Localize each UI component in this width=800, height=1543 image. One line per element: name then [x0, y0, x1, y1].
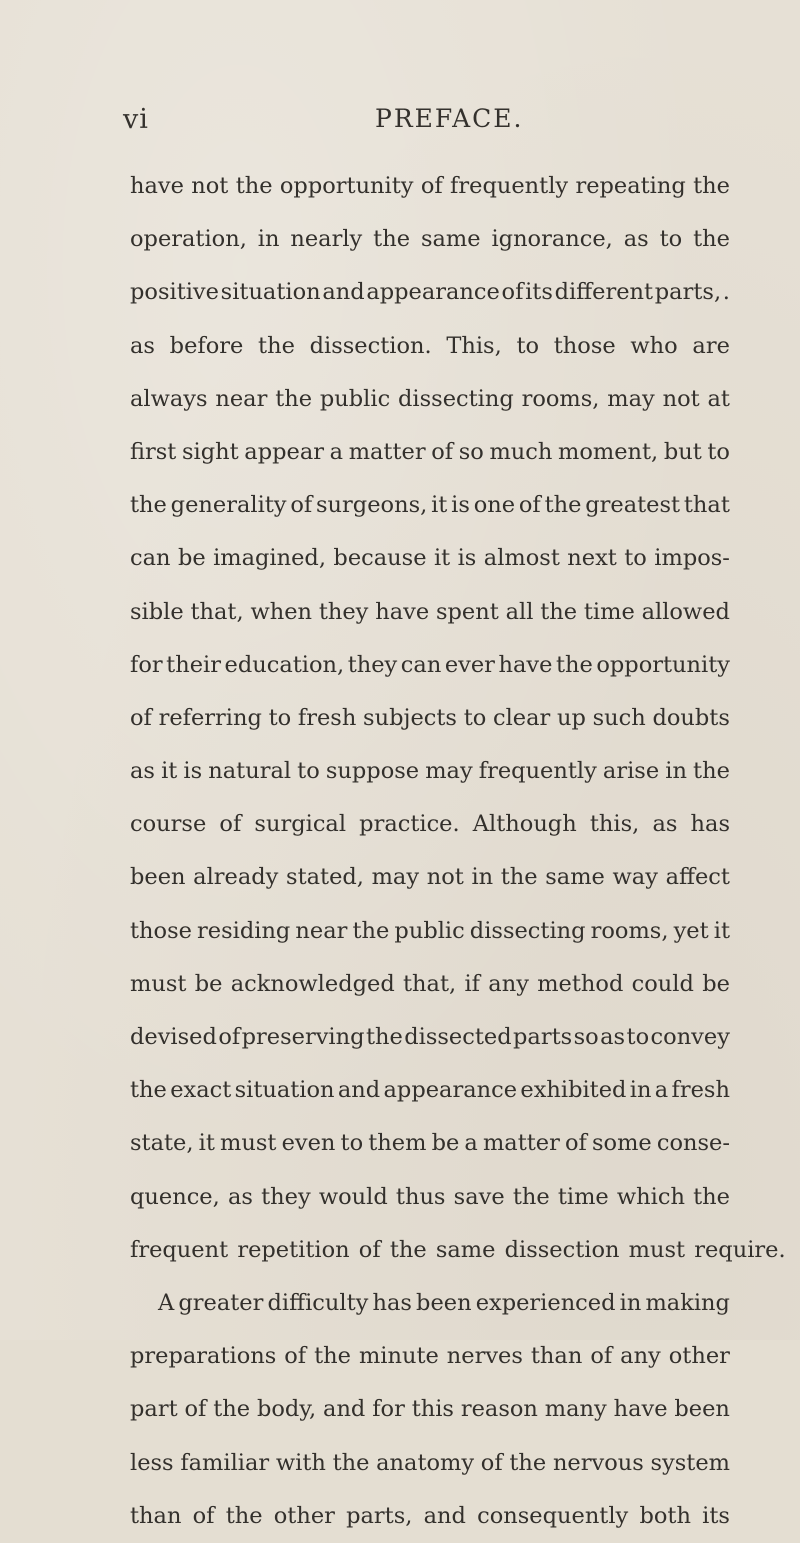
- word: preserving: [241, 1024, 365, 1050]
- word: and: [322, 279, 365, 306]
- word: the: [509, 1449, 547, 1476]
- word: in: [471, 864, 494, 891]
- word: dissecting: [469, 917, 586, 944]
- word: for: [372, 1396, 405, 1423]
- word: all: [505, 598, 534, 625]
- word: been: [130, 864, 186, 891]
- word: of: [358, 1236, 381, 1263]
- word: this,: [589, 811, 640, 838]
- word: much: [489, 438, 553, 465]
- word: when: [250, 598, 313, 625]
- word: already: [193, 864, 279, 891]
- word: opportunity: [279, 173, 414, 199]
- word: affect: [665, 864, 730, 891]
- word: it: [713, 917, 730, 944]
- word: almost: [483, 545, 560, 572]
- word: a: [464, 1130, 478, 1157]
- word: residing: [197, 917, 291, 944]
- word: require.: [694, 1236, 786, 1263]
- word: not: [662, 385, 700, 412]
- word: its: [702, 1502, 730, 1529]
- word: of: [564, 1130, 587, 1157]
- word: must: [628, 1236, 686, 1263]
- word: one: [473, 492, 516, 519]
- word: it: [431, 492, 448, 519]
- word: system: [650, 1449, 730, 1476]
- word: consequently: [477, 1502, 629, 1529]
- word: situation: [220, 279, 321, 306]
- word: parts: [513, 1024, 573, 1050]
- word: the: [389, 1236, 427, 1263]
- word: it: [161, 758, 178, 785]
- word: so: [458, 438, 484, 465]
- word: up: [556, 704, 586, 731]
- word: method: [537, 970, 624, 997]
- word: that: [683, 492, 730, 519]
- word: exhibited: [520, 1077, 627, 1104]
- word: subjects: [363, 704, 457, 731]
- word: to: [268, 704, 292, 731]
- word: be: [702, 970, 730, 997]
- word: state,: [130, 1130, 194, 1157]
- word: can: [130, 545, 171, 572]
- word: same: [435, 1236, 496, 1263]
- text-line: [130, 213, 730, 266]
- word: the: [225, 1502, 263, 1529]
- word: repeating: [575, 173, 686, 199]
- word: their: [166, 651, 221, 678]
- word: the: [235, 173, 273, 199]
- word: to: [463, 704, 487, 731]
- word: parts,: [654, 279, 722, 306]
- running-title: PREFACE.: [375, 104, 524, 133]
- word: reason: [460, 1396, 538, 1423]
- word: they: [261, 1183, 311, 1210]
- word: frequently: [450, 173, 569, 199]
- word: body,: [256, 1396, 317, 1423]
- word: yet: [673, 917, 709, 944]
- word: .: [722, 279, 730, 306]
- word: of: [219, 811, 242, 838]
- text-line: [130, 1383, 730, 1436]
- word: they: [318, 598, 369, 625]
- word: as: [652, 811, 678, 838]
- word: have: [498, 651, 553, 678]
- word: to: [626, 1024, 650, 1050]
- word: ever: [444, 651, 495, 678]
- word: of: [518, 492, 541, 519]
- word: the: [332, 1449, 370, 1476]
- word: frequent: [130, 1236, 229, 1263]
- word: quence,: [130, 1183, 220, 1210]
- word: imagined,: [213, 545, 326, 572]
- word: them: [368, 1130, 427, 1157]
- text-line: [130, 639, 730, 692]
- word: moment,: [557, 438, 659, 465]
- word: minute: [358, 1343, 439, 1370]
- word: appear: [244, 438, 325, 465]
- word: other: [273, 1502, 335, 1529]
- word: sible: [130, 598, 184, 625]
- word: the: [314, 1343, 351, 1370]
- word: may: [425, 758, 473, 785]
- word: dissection.: [309, 332, 432, 359]
- word: some: [591, 1130, 652, 1157]
- word: of: [184, 1396, 207, 1423]
- word: of: [590, 1343, 613, 1370]
- word: to: [659, 226, 683, 253]
- word: rooms,: [590, 917, 669, 944]
- word: have: [130, 173, 184, 199]
- word: suppose: [325, 758, 420, 785]
- word: nearly: [290, 226, 363, 253]
- word: have: [375, 598, 430, 625]
- word: positive: [130, 279, 219, 306]
- word: many: [544, 1396, 607, 1423]
- word: in: [257, 226, 280, 253]
- text-line: [130, 958, 730, 1011]
- word: way: [612, 864, 658, 891]
- word: appearance: [366, 279, 500, 306]
- text-line: [130, 1117, 730, 1170]
- word: the: [540, 598, 578, 625]
- text-line: [130, 798, 730, 851]
- word: time: [557, 1183, 609, 1210]
- word: as: [623, 226, 649, 253]
- word: the: [544, 492, 582, 519]
- word: of: [284, 1343, 307, 1370]
- word: could: [631, 970, 694, 997]
- word: been: [674, 1396, 730, 1423]
- text-line: [130, 320, 730, 373]
- word: the: [352, 917, 390, 944]
- word: difficulty: [267, 1289, 369, 1316]
- text-line: [130, 851, 730, 904]
- word: to: [297, 758, 320, 785]
- word: a: [654, 1077, 669, 1104]
- text-line: [130, 586, 730, 639]
- word: impos-: [654, 545, 730, 572]
- word: this: [411, 1396, 454, 1423]
- word: for: [130, 651, 163, 678]
- word: the: [258, 332, 295, 359]
- word: to: [340, 1130, 364, 1157]
- word: natural: [208, 758, 292, 785]
- word: course: [130, 811, 207, 838]
- running-head: [0, 104, 800, 144]
- word: near: [295, 917, 348, 944]
- text-line: [130, 692, 730, 745]
- word: spent: [435, 598, 499, 625]
- word: is: [451, 492, 470, 519]
- word: the: [693, 1183, 730, 1210]
- word: of: [501, 279, 524, 306]
- text-line: [130, 905, 730, 958]
- word: surgical: [254, 811, 347, 838]
- word: be: [177, 545, 206, 572]
- word: before: [169, 332, 244, 359]
- word: operation,: [130, 226, 247, 253]
- word: public: [319, 385, 391, 412]
- word: not: [191, 173, 229, 199]
- word: but: [663, 438, 702, 465]
- word: be: [194, 970, 223, 997]
- word: other: [668, 1343, 730, 1370]
- word: with: [275, 1449, 326, 1476]
- word: experienced: [475, 1289, 616, 1316]
- word: of: [290, 492, 313, 519]
- word: same: [420, 226, 481, 253]
- word: the: [693, 226, 730, 253]
- word: rooms,: [521, 385, 600, 412]
- word: both: [639, 1502, 691, 1529]
- word: nerves: [446, 1343, 523, 1370]
- word: so: [573, 1024, 599, 1050]
- text-line: [130, 479, 730, 532]
- word: it: [433, 545, 451, 572]
- word: referring: [158, 704, 262, 731]
- text-line: [130, 266, 730, 319]
- word: those: [130, 917, 192, 944]
- text-line: [130, 1064, 730, 1117]
- word: the: [693, 173, 730, 199]
- text-line: [130, 160, 730, 213]
- word: of: [420, 173, 443, 199]
- word: to: [516, 332, 540, 359]
- paragraph-start-line: [130, 1277, 730, 1330]
- word: the: [130, 1077, 167, 1104]
- word: the: [555, 651, 593, 678]
- word: in: [665, 758, 687, 785]
- word: the: [373, 226, 411, 253]
- word: at: [707, 385, 730, 412]
- word: education,: [224, 651, 345, 678]
- text-line: [130, 1490, 730, 1543]
- word: clear: [492, 704, 551, 731]
- word: must: [220, 1130, 277, 1157]
- word: anatomy: [376, 1449, 475, 1476]
- word: convey: [650, 1024, 730, 1050]
- word: can: [400, 651, 442, 678]
- word: than: [530, 1343, 583, 1370]
- word: which: [616, 1183, 685, 1210]
- word: situation: [234, 1077, 335, 1104]
- word: in: [629, 1077, 652, 1104]
- word: be: [431, 1130, 460, 1157]
- word: the: [213, 1396, 251, 1423]
- word: a: [329, 438, 344, 465]
- word: of: [192, 1502, 215, 1529]
- word: familiar: [180, 1449, 270, 1476]
- text-line: [130, 373, 730, 426]
- word: parts,: [346, 1502, 413, 1529]
- word: conse-: [656, 1130, 730, 1157]
- paragraph-end-line: [130, 1224, 786, 1277]
- word: and: [323, 1396, 366, 1423]
- word: been: [416, 1289, 472, 1316]
- text-line: [130, 1330, 730, 1383]
- word: even: [281, 1130, 336, 1157]
- word: the: [365, 1024, 403, 1050]
- word: different: [554, 279, 654, 306]
- word: preparations: [130, 1343, 277, 1370]
- word: greater: [178, 1289, 264, 1316]
- word: part: [130, 1396, 178, 1423]
- word: less: [130, 1449, 174, 1476]
- word: and: [337, 1077, 381, 1104]
- word: same: [545, 864, 605, 891]
- word: devised: [130, 1024, 217, 1050]
- text-line: [130, 1011, 730, 1064]
- word: they: [347, 651, 398, 678]
- word: matter: [482, 1130, 560, 1157]
- word: as: [227, 1183, 253, 1210]
- word: This,: [446, 332, 502, 359]
- word: if: [464, 970, 480, 997]
- text-line: [130, 1171, 730, 1224]
- word: have: [613, 1396, 668, 1423]
- word: near: [215, 385, 268, 412]
- word: must: [130, 970, 187, 997]
- word: has: [690, 811, 730, 838]
- word: arise: [602, 758, 660, 785]
- text-line: [130, 426, 730, 479]
- word: stated,: [286, 864, 364, 891]
- word: exact: [170, 1077, 232, 1104]
- word: has: [372, 1289, 412, 1316]
- word: sight: [181, 438, 239, 465]
- word: such: [592, 704, 646, 731]
- page-number: vi: [123, 104, 149, 135]
- text-line: [130, 532, 730, 585]
- word: than: [130, 1502, 182, 1529]
- word: fresh: [671, 1077, 730, 1104]
- word: the: [512, 1183, 550, 1210]
- word: any: [620, 1343, 661, 1370]
- word: in: [619, 1289, 642, 1316]
- word: next: [567, 545, 617, 572]
- word: generality: [170, 492, 287, 519]
- text-line: [130, 745, 730, 798]
- word: the: [693, 758, 730, 785]
- word: dissection: [504, 1236, 620, 1263]
- word: as: [600, 1024, 626, 1050]
- word: Although: [472, 811, 577, 838]
- word: always: [130, 385, 208, 412]
- word: it: [198, 1130, 215, 1157]
- word: not: [426, 864, 464, 891]
- word: acknowledged: [230, 970, 395, 997]
- word: to: [707, 438, 730, 465]
- word: to: [624, 545, 647, 572]
- word: dissected: [404, 1024, 512, 1050]
- word: is: [183, 758, 203, 785]
- word: because: [333, 545, 427, 572]
- word: as: [130, 758, 155, 785]
- word: public: [394, 917, 465, 944]
- word: the: [500, 864, 538, 891]
- word: that,: [403, 970, 457, 997]
- word: would: [318, 1183, 388, 1210]
- word: is: [457, 545, 477, 572]
- word: nervous: [552, 1449, 644, 1476]
- word: practice.: [359, 811, 460, 838]
- body-text: [130, 160, 786, 1543]
- word: may: [607, 385, 655, 412]
- word: of: [431, 438, 454, 465]
- word: appearance: [383, 1077, 518, 1104]
- word: repetition: [237, 1236, 350, 1263]
- word: its: [525, 279, 553, 306]
- word: of: [480, 1449, 503, 1476]
- word: that,: [190, 598, 244, 625]
- word: thus: [395, 1183, 446, 1210]
- word: fresh: [297, 704, 357, 731]
- word: greatest: [585, 492, 681, 519]
- word: ignorance,: [491, 226, 613, 253]
- word: dissecting: [398, 385, 514, 412]
- word: the: [130, 492, 167, 519]
- word: making: [645, 1289, 730, 1316]
- text-line: [130, 1437, 730, 1490]
- word: save: [453, 1183, 505, 1210]
- word: frequently: [478, 758, 597, 785]
- word: of: [130, 704, 152, 731]
- word: matter: [348, 438, 426, 465]
- word: any: [488, 970, 529, 997]
- word: A: [158, 1289, 175, 1316]
- word: doubts: [652, 704, 730, 731]
- word: opportunity: [596, 651, 730, 678]
- word: time: [583, 598, 635, 625]
- word: as: [130, 332, 155, 359]
- word: surgeons,: [316, 492, 428, 519]
- word: of: [218, 1024, 241, 1050]
- word: the: [275, 385, 313, 412]
- word: are: [692, 332, 730, 359]
- word: and: [423, 1502, 466, 1529]
- word: allowed: [641, 598, 730, 625]
- word: those: [553, 332, 616, 359]
- word: may: [371, 864, 420, 891]
- word: first: [130, 438, 177, 465]
- word: who: [630, 332, 678, 359]
